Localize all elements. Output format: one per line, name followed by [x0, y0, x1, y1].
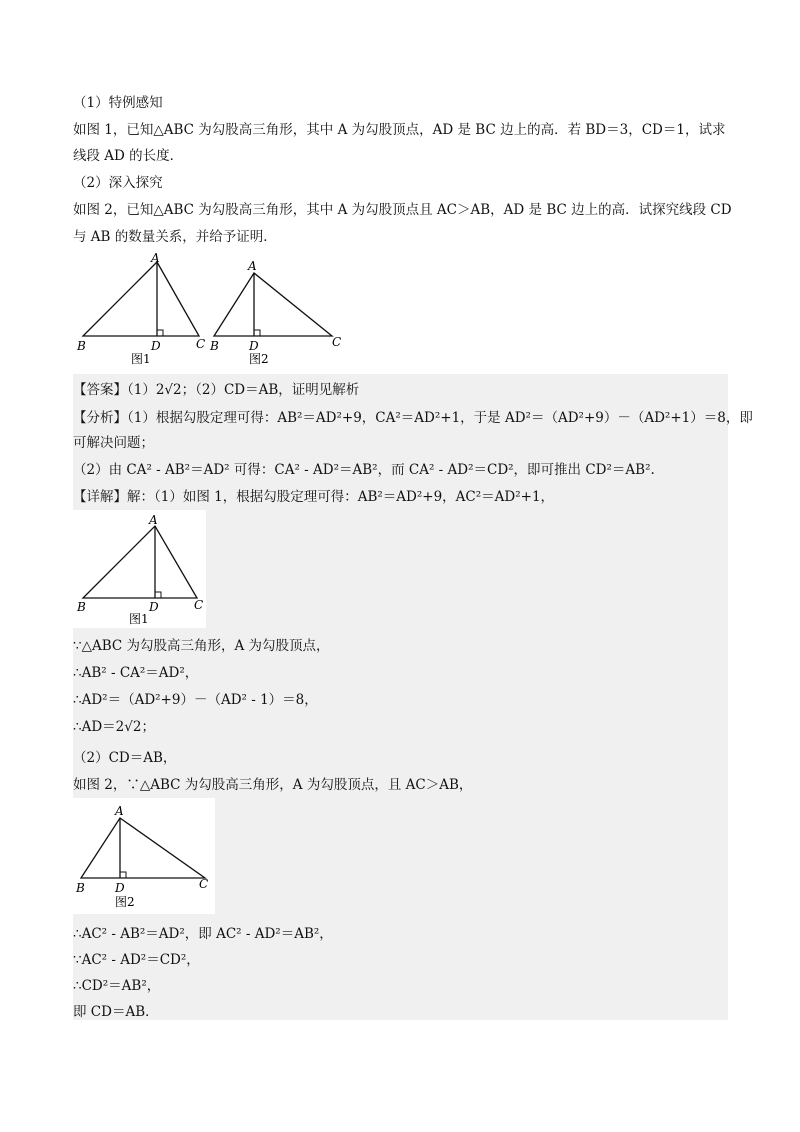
label-c: C: [196, 337, 206, 351]
label-d: D: [115, 881, 125, 895]
label-b: B: [77, 600, 86, 614]
part1-heading: （1）特例感知: [73, 95, 163, 111]
detail-line2: ∵△ABC 为勾股高三角形，A 为勾股顶点，: [73, 638, 330, 654]
figure-1-caption: 图1: [129, 612, 149, 626]
detail-line9: ∵AC² - AD²＝CD²，: [73, 952, 200, 968]
label-c: C: [194, 598, 204, 612]
label-b: B: [210, 339, 219, 353]
label-d: D: [149, 600, 159, 614]
question1-line1: 如图 1，已知△ABC 为勾股高三角形，其中 A 为勾股顶点，AD 是 BC 边上的高．若 BD＝3，CD＝1，试求: [73, 122, 726, 138]
question2-line1: 如图 2，已知△ABC 为勾股高三角形，其中 A 为勾股顶点且 AC＞AB，AD 是 BC 边上的高．试探究线段 CD: [73, 202, 732, 218]
detail-line7: 如图 2，∵△ABC 为勾股高三角形，A 为勾股顶点，且 AC＞AB，: [73, 777, 473, 793]
label-a: A: [149, 513, 158, 527]
label-a: A: [151, 251, 160, 265]
figure-1-caption: 图1: [131, 352, 151, 366]
label-d: D: [151, 339, 161, 353]
solution-figure-2: [73, 798, 215, 914]
analysis-line2: 可解决问题；: [73, 435, 154, 451]
analysis-line3: （2）由 CA² - AB²＝AD² 可得：CA² - AD²＝AB²，而 CA² - AD²＝CD²，即可推出 CD²＝AB².: [73, 462, 655, 478]
detail-line5: ∴AD＝2√2；: [73, 719, 155, 735]
label-d: D: [249, 339, 259, 353]
label-c: C: [199, 877, 209, 891]
figure-2-caption: 图2: [115, 895, 135, 909]
label-c: C: [332, 335, 342, 349]
figure-2: [209, 259, 341, 366]
answer-line: 【答案】（1）2√2；（2）CD＝AB，证明见解析: [73, 382, 360, 398]
figure-1: [76, 251, 205, 366]
label-a: A: [248, 259, 257, 273]
analysis-line1: 【分析】（1）根据勾股定理可得：AB²＝AD²+9，CA²＝AD²+1，于是 AD²＝（AD²+9）－（AD²+1）＝8，即: [73, 410, 753, 426]
detail-line11: 即 CD＝AB．: [73, 1004, 159, 1020]
label-a: A: [115, 804, 124, 818]
detail-line3: ∴AB² - CA²＝AD²，: [73, 665, 199, 681]
figure-2-caption: 图2: [249, 352, 269, 366]
label-b: B: [76, 881, 85, 895]
detail-line1: 【详解】解：（1）如图 1，根据勾股定理可得：AB²＝AD²+9，AC²＝AD²+1，: [73, 489, 555, 505]
part2-heading: （2）深入探究: [73, 175, 163, 191]
question-figures: [73, 250, 363, 368]
detail-line8: ∴AC² - AB²＝AD²，即 AC² - AD²＝AB²，: [73, 926, 333, 942]
question1-line2: 线段 AD 的长度．: [73, 148, 184, 164]
detail-line4: ∴AD²＝（AD²+9）－（AD² - 1）＝8，: [73, 692, 318, 708]
detail-line10: ∴CD²＝AB²，: [73, 978, 161, 994]
solution-figure-1: [73, 510, 206, 628]
label-b: B: [77, 339, 86, 353]
question2-line2: 与 AB 的数量关系，并给予证明．: [73, 229, 277, 245]
detail-line6: （2）CD＝AB，: [73, 750, 177, 766]
